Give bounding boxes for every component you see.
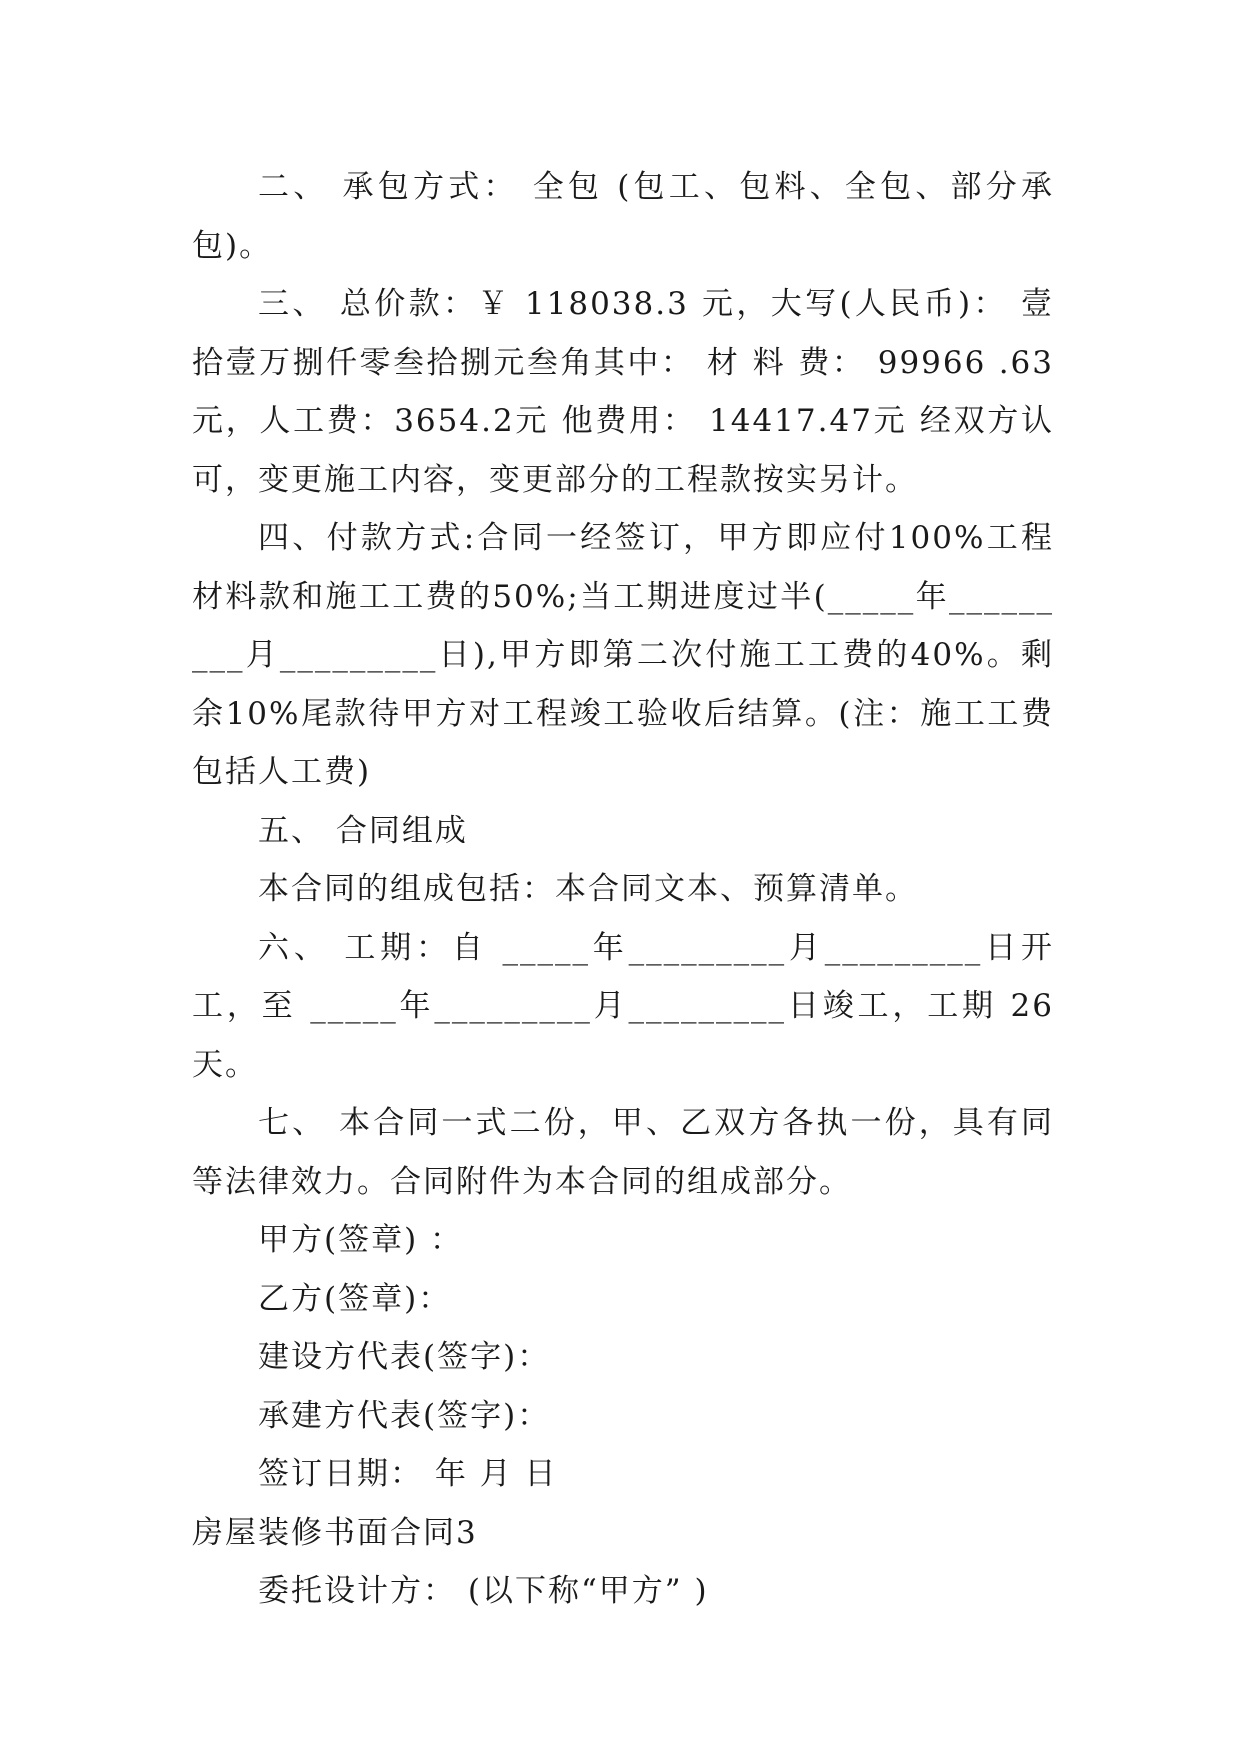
paragraph-contract-method: 二、 承包方式： 全包 (包工、包料、全包、部分承包)。	[192, 169, 1054, 264]
signature-contractor-rep: 承建方代表(签字)：	[258, 1397, 551, 1434]
paragraph-design-client: 委托设计方： (以下称“甲方” )	[258, 1573, 709, 1609]
contract-3-title: 房屋装修书面合同3	[192, 1514, 478, 1551]
sign-date: 签订日期： 年 月 日	[258, 1456, 558, 1492]
signature-party-a: 甲方(签章) ：	[258, 1222, 464, 1258]
signature-builder-rep: 建设方代表(签字)：	[258, 1339, 551, 1375]
document-body	[192, 158, 1066, 1621]
paragraph-contract-composition: 本合同的组成包括：本合同文本、预算清单。	[258, 871, 918, 907]
paragraph-copies: 七、 本合同一式二份，甲、乙双方各执一份，具有同等法律效力。合同附件为本合同的组成部分。	[192, 1105, 1054, 1200]
signature-party-b: 乙方(签章)：	[258, 1280, 452, 1317]
heading-contract-composition: 五、 合同组成	[258, 812, 468, 849]
paragraph-total-price: 三、 总价款：￥ 118038.3 元，大写(人民币)： 壹拾壹万捌仟零叁拾捌元叁角其中： 材 料 费： 99966 .63元，人工费：3654.2元 他费用： 14417.47元 经双方认可，变更施工内容，变更部分的工程款按实另计。	[192, 286, 1054, 498]
paragraph-payment-method: 四、付款方式:合同一经签订，甲方即应付100%工程材料款和施工工费的50%;当工期进度过半(_____年_________月_________日),甲方即第二次付施工工费的40%。剩余10%尾款待甲方对工程竣工验收后结算。(注：施工工费包括人工费)	[192, 520, 1054, 790]
paragraph-work-period: 六、 工期：自 _____年_________月_________日开工，至 _____年_________月_________日竣工，工期 26 天。	[192, 929, 1066, 1083]
